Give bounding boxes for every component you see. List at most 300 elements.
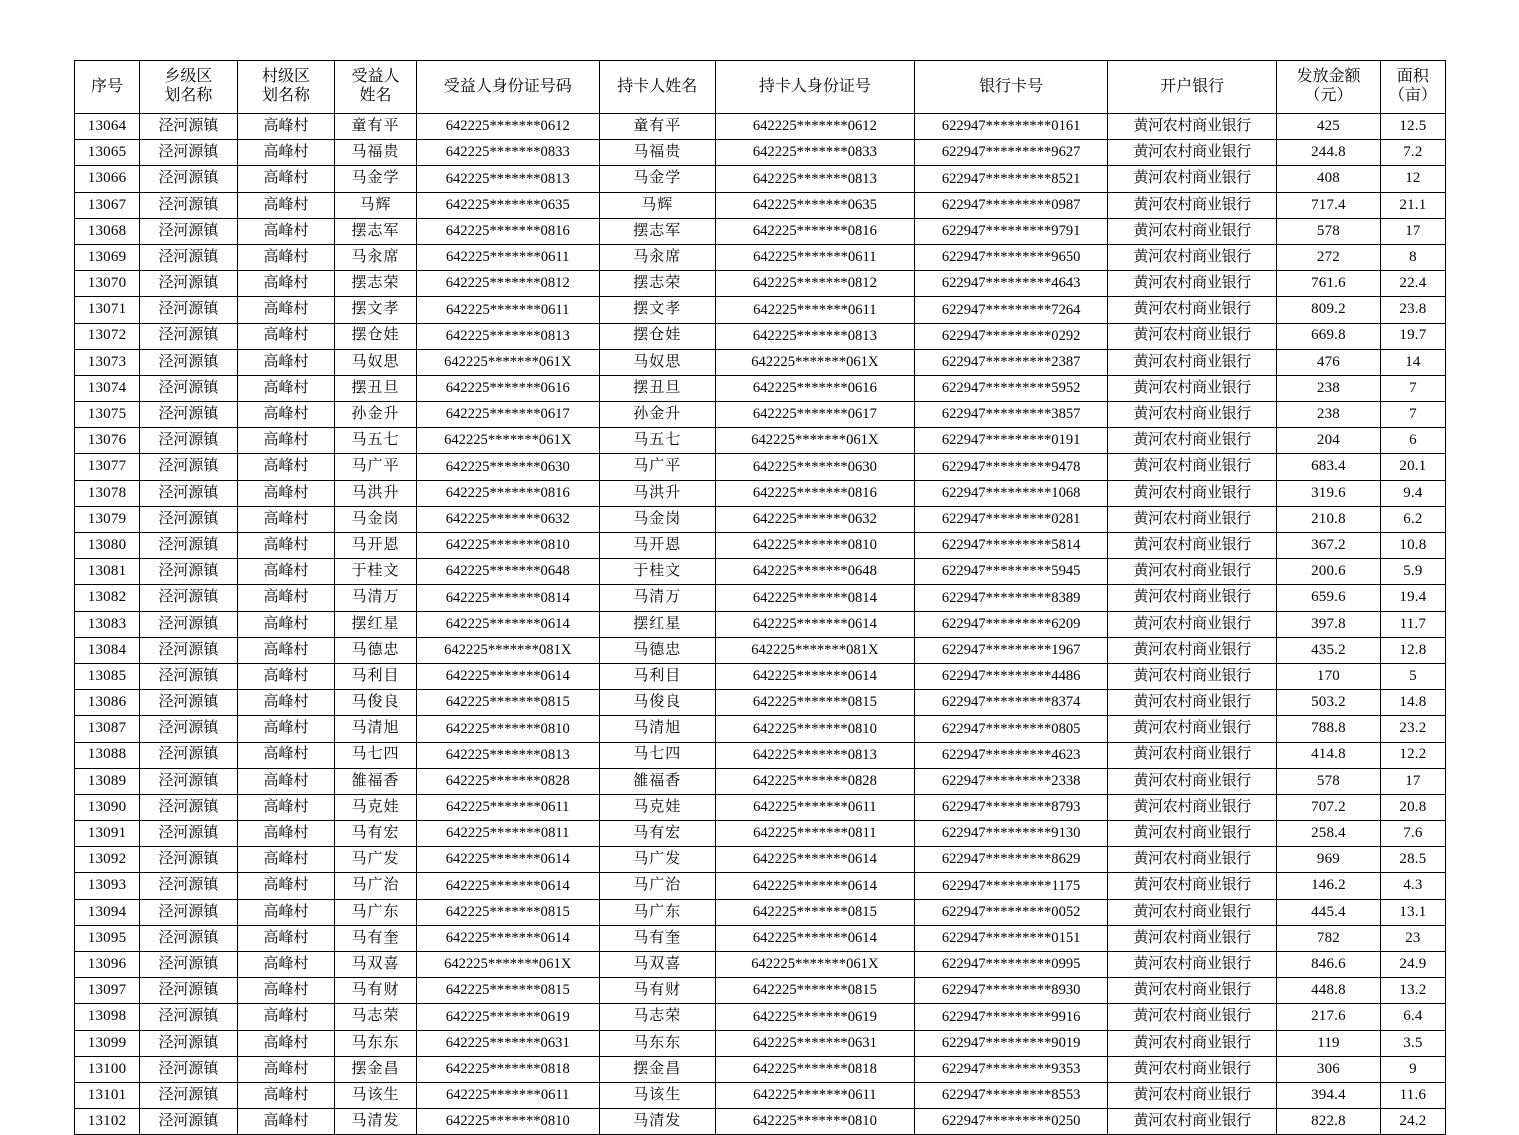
column-header-line: 村级区 [262,68,311,86]
cell-beneficiary-id: 642225*******061X [416,952,599,978]
cell-beneficiary-name: 马洪升 [335,480,416,506]
table-row [75,873,1446,899]
cell-seq: 13098 [75,1004,140,1030]
cell-seq: 13102 [75,1109,140,1135]
cell-beneficiary-name: 雒福香 [335,768,416,794]
cell-bank-card-number: 622947*********5952 [915,375,1108,401]
cell-beneficiary-id: 642225*******0614 [416,663,599,689]
cell-bank-name: 黄河农村商业银行 [1108,297,1277,323]
table-row [75,952,1446,978]
cell-village: 高峰村 [237,663,335,689]
table-row [75,559,1446,585]
column-header-card [915,61,1108,114]
cell-card-holder-id: 642225*******0614 [715,925,914,951]
cell-bank-card-number: 622947*********8553 [915,1082,1108,1108]
cell-seq: 13090 [75,794,140,820]
cell-card-holder-id: 642225*******0816 [715,218,914,244]
cell-bank-name: 黄河农村商业银行 [1108,1030,1277,1056]
cell-area: 28.5 [1380,847,1445,873]
cell-beneficiary-id: 642225*******0616 [416,375,599,401]
cell-area: 14 [1380,349,1445,375]
cell-beneficiary-name: 马有财 [335,978,416,1004]
cell-card-holder-id: 642225*******0614 [715,611,914,637]
cell-bank-card-number: 622947*********0161 [915,114,1108,140]
cell-village: 高峰村 [237,1004,335,1030]
cell-village: 高峰村 [237,559,335,585]
cell-town: 泾河源镇 [140,349,238,375]
cell-area: 12 [1380,166,1445,192]
cell-area: 24.2 [1380,1109,1445,1135]
cell-card-holder-name: 马洪升 [599,480,715,506]
cell-village: 高峰村 [237,690,335,716]
cell-town: 泾河源镇 [140,375,238,401]
cell-seq: 13078 [75,480,140,506]
cell-seq: 13077 [75,454,140,480]
cell-area: 20.8 [1380,794,1445,820]
cell-town: 泾河源镇 [140,402,238,428]
cell-beneficiary-name: 马福贵 [335,140,416,166]
cell-bank-name: 黄河农村商业银行 [1108,716,1277,742]
cell-amount: 846.6 [1277,952,1381,978]
cell-beneficiary-name: 马广东 [335,899,416,925]
cell-card-holder-name: 孙金升 [599,402,715,428]
cell-card-holder-id: 642225*******0616 [715,375,914,401]
table-row [75,1030,1446,1056]
cell-bank-name: 黄河农村商业银行 [1108,925,1277,951]
cell-beneficiary-name: 摆志荣 [335,271,416,297]
cell-town: 泾河源镇 [140,742,238,768]
cell-beneficiary-id: 642225*******0816 [416,480,599,506]
cell-bank-card-number: 622947*********5814 [915,533,1108,559]
column-header-line: 面积 [1396,68,1429,86]
cell-area: 13.2 [1380,978,1445,1004]
cell-bank-card-number: 622947*********5945 [915,559,1108,585]
cell-village: 高峰村 [237,925,335,951]
cell-seq: 13067 [75,192,140,218]
cell-town: 泾河源镇 [140,821,238,847]
cell-card-holder-name: 马有奎 [599,925,715,951]
table-body [75,114,1446,1135]
cell-beneficiary-name: 马金岗 [335,506,416,532]
table-row [75,244,1446,270]
cell-card-holder-id: 642225*******0816 [715,480,914,506]
cell-area: 17 [1380,218,1445,244]
cell-amount: 969 [1277,847,1381,873]
cell-card-holder-id: 642225*******0812 [715,271,914,297]
column-header-line: 持卡人身份证号 [758,77,871,95]
cell-seq: 13086 [75,690,140,716]
cell-beneficiary-name: 摆金昌 [335,1056,416,1082]
cell-bank-card-number: 622947*********0281 [915,506,1108,532]
cell-card-holder-id: 642225*******0632 [715,506,914,532]
cell-card-holder-name: 马广平 [599,454,715,480]
cell-beneficiary-name: 马广发 [335,847,416,873]
cell-village: 高峰村 [237,742,335,768]
cell-beneficiary-id: 642225*******0818 [416,1056,599,1082]
cell-seq: 13093 [75,873,140,899]
cell-bank-name: 黄河农村商业银行 [1108,1056,1277,1082]
cell-amount: 578 [1277,768,1381,794]
cell-card-holder-id: 642225*******0814 [715,585,914,611]
cell-seq: 13071 [75,297,140,323]
cell-beneficiary-name: 马德忠 [335,637,416,663]
cell-amount: 435.2 [1277,637,1381,663]
cell-beneficiary-name: 孙金升 [335,402,416,428]
table-row [75,1082,1446,1108]
cell-bank-name: 黄河农村商业银行 [1108,244,1277,270]
cell-area: 22.4 [1380,271,1445,297]
cell-bank-name: 黄河农村商业银行 [1108,375,1277,401]
column-header-name [335,61,416,114]
cell-beneficiary-name: 摆红星 [335,611,416,637]
cell-seq: 13101 [75,1082,140,1108]
cell-beneficiary-id: 642225*******0810 [416,533,599,559]
cell-bank-card-number: 622947*********9791 [915,218,1108,244]
cell-amount: 272 [1277,244,1381,270]
cell-bank-card-number: 622947*********9130 [915,821,1108,847]
cell-card-holder-name: 摆仓娃 [599,323,715,349]
cell-bank-card-number: 622947*********3857 [915,402,1108,428]
cell-card-holder-name: 马清万 [599,585,715,611]
cell-village: 高峰村 [237,952,335,978]
cell-bank-card-number: 622947*********0995 [915,952,1108,978]
cell-village: 高峰村 [237,454,335,480]
cell-village: 高峰村 [237,428,335,454]
cell-card-holder-name: 摆金昌 [599,1056,715,1082]
cell-beneficiary-id: 642225*******0611 [416,244,599,270]
cell-amount: 238 [1277,402,1381,428]
cell-amount: 397.8 [1277,611,1381,637]
cell-card-holder-id: 642225*******0815 [715,978,914,1004]
cell-card-holder-id: 642225*******0818 [715,1056,914,1082]
cell-town: 泾河源镇 [140,847,238,873]
cell-card-holder-id: 642225*******0611 [715,244,914,270]
cell-card-holder-id: 642225*******0810 [715,716,914,742]
cell-amount: 119 [1277,1030,1381,1056]
cell-area: 11.6 [1380,1082,1445,1108]
cell-amount: 204 [1277,428,1381,454]
cell-village: 高峰村 [237,349,335,375]
cell-beneficiary-id: 642225*******0614 [416,925,599,951]
cell-card-holder-id: 642225*******0828 [715,768,914,794]
cell-bank-card-number: 622947*********0151 [915,925,1108,951]
table-row [75,349,1446,375]
cell-village: 高峰村 [237,611,335,637]
cell-card-holder-name: 马利目 [599,663,715,689]
cell-seq: 13097 [75,978,140,1004]
cell-card-holder-name: 马有宏 [599,821,715,847]
cell-beneficiary-name: 马广平 [335,454,416,480]
cell-card-holder-name: 马奴思 [599,349,715,375]
cell-village: 高峰村 [237,585,335,611]
cell-bank-card-number: 622947*********9478 [915,454,1108,480]
cell-card-holder-id: 642225*******0810 [715,1109,914,1135]
cell-bank-name: 黄河农村商业银行 [1108,821,1277,847]
cell-village: 高峰村 [237,873,335,899]
cell-town: 泾河源镇 [140,925,238,951]
cell-card-holder-id: 642225*******0648 [715,559,914,585]
cell-town: 泾河源镇 [140,1056,238,1082]
cell-bank-card-number: 622947*********8629 [915,847,1108,873]
cell-card-holder-id: 642225*******0813 [715,166,914,192]
cell-beneficiary-id: 642225*******0810 [416,1109,599,1135]
cell-card-holder-id: 642225*******0810 [715,533,914,559]
cell-seq: 13085 [75,663,140,689]
cell-area: 7 [1380,402,1445,428]
cell-bank-name: 黄河农村商业银行 [1108,899,1277,925]
cell-area: 7.6 [1380,821,1445,847]
cell-area: 17 [1380,768,1445,794]
column-header-area [1380,61,1445,114]
table-row [75,978,1446,1004]
cell-town: 泾河源镇 [140,1030,238,1056]
cell-village: 高峰村 [237,192,335,218]
cell-card-holder-id: 642225*******0614 [715,873,914,899]
cell-area: 8 [1380,244,1445,270]
cell-bank-card-number: 622947*********4623 [915,742,1108,768]
cell-beneficiary-id: 642225*******0619 [416,1004,599,1030]
cell-town: 泾河源镇 [140,873,238,899]
cell-seq: 13092 [75,847,140,873]
table-row [75,533,1446,559]
cell-seq: 13065 [75,140,140,166]
cell-beneficiary-id: 642225*******081X [416,637,599,663]
cell-bank-name: 黄河农村商业银行 [1108,663,1277,689]
cell-card-holder-name: 摆红星 [599,611,715,637]
cell-seq: 13091 [75,821,140,847]
cell-beneficiary-id: 642225*******0815 [416,690,599,716]
cell-town: 泾河源镇 [140,794,238,820]
cell-bank-name: 黄河农村商业银行 [1108,166,1277,192]
cell-card-holder-id: 642225*******0611 [715,297,914,323]
cell-beneficiary-id: 642225*******0630 [416,454,599,480]
cell-bank-name: 黄河农村商业银行 [1108,1004,1277,1030]
cell-beneficiary-name: 摆仓娃 [335,323,416,349]
cell-village: 高峰村 [237,1056,335,1082]
cell-beneficiary-id: 642225*******0617 [416,402,599,428]
cell-card-holder-name: 马金岗 [599,506,715,532]
column-header-line: 姓名 [359,87,392,104]
cell-town: 泾河源镇 [140,454,238,480]
column-header-line: 发放金额 [1296,68,1361,86]
cell-card-holder-id: 642225*******0813 [715,323,914,349]
cell-beneficiary-name: 马辉 [335,192,416,218]
table-row [75,847,1446,873]
cell-card-holder-id: 642225*******061X [715,349,914,375]
cell-amount: 408 [1277,166,1381,192]
column-header-line: 划名称 [262,87,311,104]
cell-beneficiary-name: 马双喜 [335,952,416,978]
cell-beneficiary-name: 马克娃 [335,794,416,820]
cell-town: 泾河源镇 [140,559,238,585]
table-row [75,663,1446,689]
column-header-holder_id [715,61,914,114]
cell-beneficiary-name: 马有宏 [335,821,416,847]
cell-bank-name: 黄河农村商业银行 [1108,140,1277,166]
cell-beneficiary-name: 摆文孝 [335,297,416,323]
cell-beneficiary-name: 马清旭 [335,716,416,742]
cell-area: 12.2 [1380,742,1445,768]
cell-town: 泾河源镇 [140,533,238,559]
cell-card-holder-name: 马俊良 [599,690,715,716]
cell-town: 泾河源镇 [140,192,238,218]
column-header-seq [75,61,140,114]
cell-beneficiary-name: 马志荣 [335,1004,416,1030]
cell-amount: 306 [1277,1056,1381,1082]
cell-bank-card-number: 622947*********1967 [915,637,1108,663]
table-row [75,742,1446,768]
cell-village: 高峰村 [237,323,335,349]
cell-beneficiary-name: 童有平 [335,114,416,140]
cell-bank-card-number: 622947*********0191 [915,428,1108,454]
cell-town: 泾河源镇 [140,690,238,716]
cell-bank-name: 黄河农村商业银行 [1108,506,1277,532]
cell-village: 高峰村 [237,480,335,506]
cell-village: 高峰村 [237,716,335,742]
cell-bank-name: 黄河农村商业银行 [1108,742,1277,768]
cell-card-holder-name: 马金学 [599,166,715,192]
cell-town: 泾河源镇 [140,585,238,611]
cell-town: 泾河源镇 [140,244,238,270]
cell-town: 泾河源镇 [140,611,238,637]
cell-bank-name: 黄河农村商业银行 [1108,480,1277,506]
cell-area: 7 [1380,375,1445,401]
cell-bank-name: 黄河农村商业银行 [1108,637,1277,663]
cell-town: 泾河源镇 [140,637,238,663]
cell-village: 高峰村 [237,533,335,559]
cell-amount: 210.8 [1277,506,1381,532]
cell-bank-name: 黄河农村商业银行 [1108,794,1277,820]
cell-amount: 425 [1277,114,1381,140]
cell-town: 泾河源镇 [140,899,238,925]
cell-beneficiary-name: 马俊良 [335,690,416,716]
cell-card-holder-name: 马有财 [599,978,715,1004]
table-row [75,454,1446,480]
table-row [75,821,1446,847]
cell-seq: 13082 [75,585,140,611]
cell-village: 高峰村 [237,166,335,192]
cell-beneficiary-id: 642225*******0828 [416,768,599,794]
cell-village: 高峰村 [237,978,335,1004]
cell-bank-card-number: 622947*********4486 [915,663,1108,689]
cell-bank-card-number: 622947*********2338 [915,768,1108,794]
cell-card-holder-id: 642225*******0617 [715,402,914,428]
cell-card-holder-id: 642225*******0833 [715,140,914,166]
cell-bank-card-number: 622947*********4643 [915,271,1108,297]
cell-town: 泾河源镇 [140,663,238,689]
cell-bank-name: 黄河农村商业银行 [1108,114,1277,140]
cell-amount: 669.8 [1277,323,1381,349]
cell-card-holder-name: 马福贵 [599,140,715,166]
cell-card-holder-id: 642225*******061X [715,428,914,454]
cell-beneficiary-name: 马清发 [335,1109,416,1135]
cell-area: 12.5 [1380,114,1445,140]
cell-bank-card-number: 622947*********2387 [915,349,1108,375]
cell-beneficiary-name: 马奴思 [335,349,416,375]
column-header-holder [599,61,715,114]
cell-bank-card-number: 622947*********8793 [915,794,1108,820]
cell-amount: 414.8 [1277,742,1381,768]
cell-village: 高峰村 [237,821,335,847]
cell-bank-card-number: 622947*********9019 [915,1030,1108,1056]
cell-beneficiary-id: 642225*******0810 [416,716,599,742]
cell-beneficiary-id: 642225*******0611 [416,1082,599,1108]
cell-seq: 13070 [75,271,140,297]
table-row [75,166,1446,192]
table-row [75,1109,1446,1135]
cell-bank-name: 黄河农村商业银行 [1108,978,1277,1004]
cell-amount: 258.4 [1277,821,1381,847]
column-header-amount [1277,61,1381,114]
cell-card-holder-id: 642225*******0614 [715,847,914,873]
beneficiary-subsidy-table [74,60,1446,1135]
cell-seq: 13080 [75,533,140,559]
cell-bank-name: 黄河农村商业银行 [1108,349,1277,375]
cell-area: 12.8 [1380,637,1445,663]
cell-area: 5 [1380,663,1445,689]
cell-bank-name: 黄河农村商业银行 [1108,192,1277,218]
cell-card-holder-name: 马汆席 [599,244,715,270]
cell-card-holder-name: 马广发 [599,847,715,873]
cell-beneficiary-id: 642225*******0813 [416,742,599,768]
table-row [75,1056,1446,1082]
cell-bank-name: 黄河农村商业银行 [1108,559,1277,585]
cell-card-holder-name: 马德忠 [599,637,715,663]
cell-card-holder-id: 642225*******0631 [715,1030,914,1056]
cell-seq: 13095 [75,925,140,951]
cell-bank-name: 黄河农村商业银行 [1108,533,1277,559]
cell-beneficiary-id: 642225*******0648 [416,559,599,585]
cell-card-holder-name: 雒福香 [599,768,715,794]
cell-area: 11.7 [1380,611,1445,637]
cell-seq: 13073 [75,349,140,375]
cell-amount: 238 [1277,375,1381,401]
cell-village: 高峰村 [237,1030,335,1056]
cell-beneficiary-name: 于桂文 [335,559,416,585]
cell-bank-name: 黄河农村商业银行 [1108,428,1277,454]
cell-beneficiary-name: 马五七 [335,428,416,454]
cell-seq: 13072 [75,323,140,349]
cell-village: 高峰村 [237,140,335,166]
cell-amount: 683.4 [1277,454,1381,480]
cell-village: 高峰村 [237,637,335,663]
table-row [75,323,1446,349]
table-row [75,690,1446,716]
cell-card-holder-name: 于桂文 [599,559,715,585]
cell-bank-card-number: 622947*********9353 [915,1056,1108,1082]
cell-town: 泾河源镇 [140,480,238,506]
cell-bank-name: 黄河农村商业银行 [1108,1109,1277,1135]
table-row [75,899,1446,925]
table-row [75,375,1446,401]
column-header-bank [1108,61,1277,114]
cell-card-holder-id: 642225*******061X [715,952,914,978]
cell-bank-name: 黄河农村商业银行 [1108,1082,1277,1108]
cell-beneficiary-id: 642225*******0813 [416,166,599,192]
cell-card-holder-name: 马五七 [599,428,715,454]
cell-beneficiary-id: 642225*******061X [416,428,599,454]
cell-town: 泾河源镇 [140,952,238,978]
cell-beneficiary-name: 马东东 [335,1030,416,1056]
cell-village: 高峰村 [237,847,335,873]
cell-area: 3.5 [1380,1030,1445,1056]
cell-card-holder-name: 马东东 [599,1030,715,1056]
column-header-line: 序号 [91,77,124,95]
cell-area: 23 [1380,925,1445,951]
cell-seq: 13096 [75,952,140,978]
cell-card-holder-name: 摆志荣 [599,271,715,297]
cell-beneficiary-id: 642225*******0635 [416,192,599,218]
